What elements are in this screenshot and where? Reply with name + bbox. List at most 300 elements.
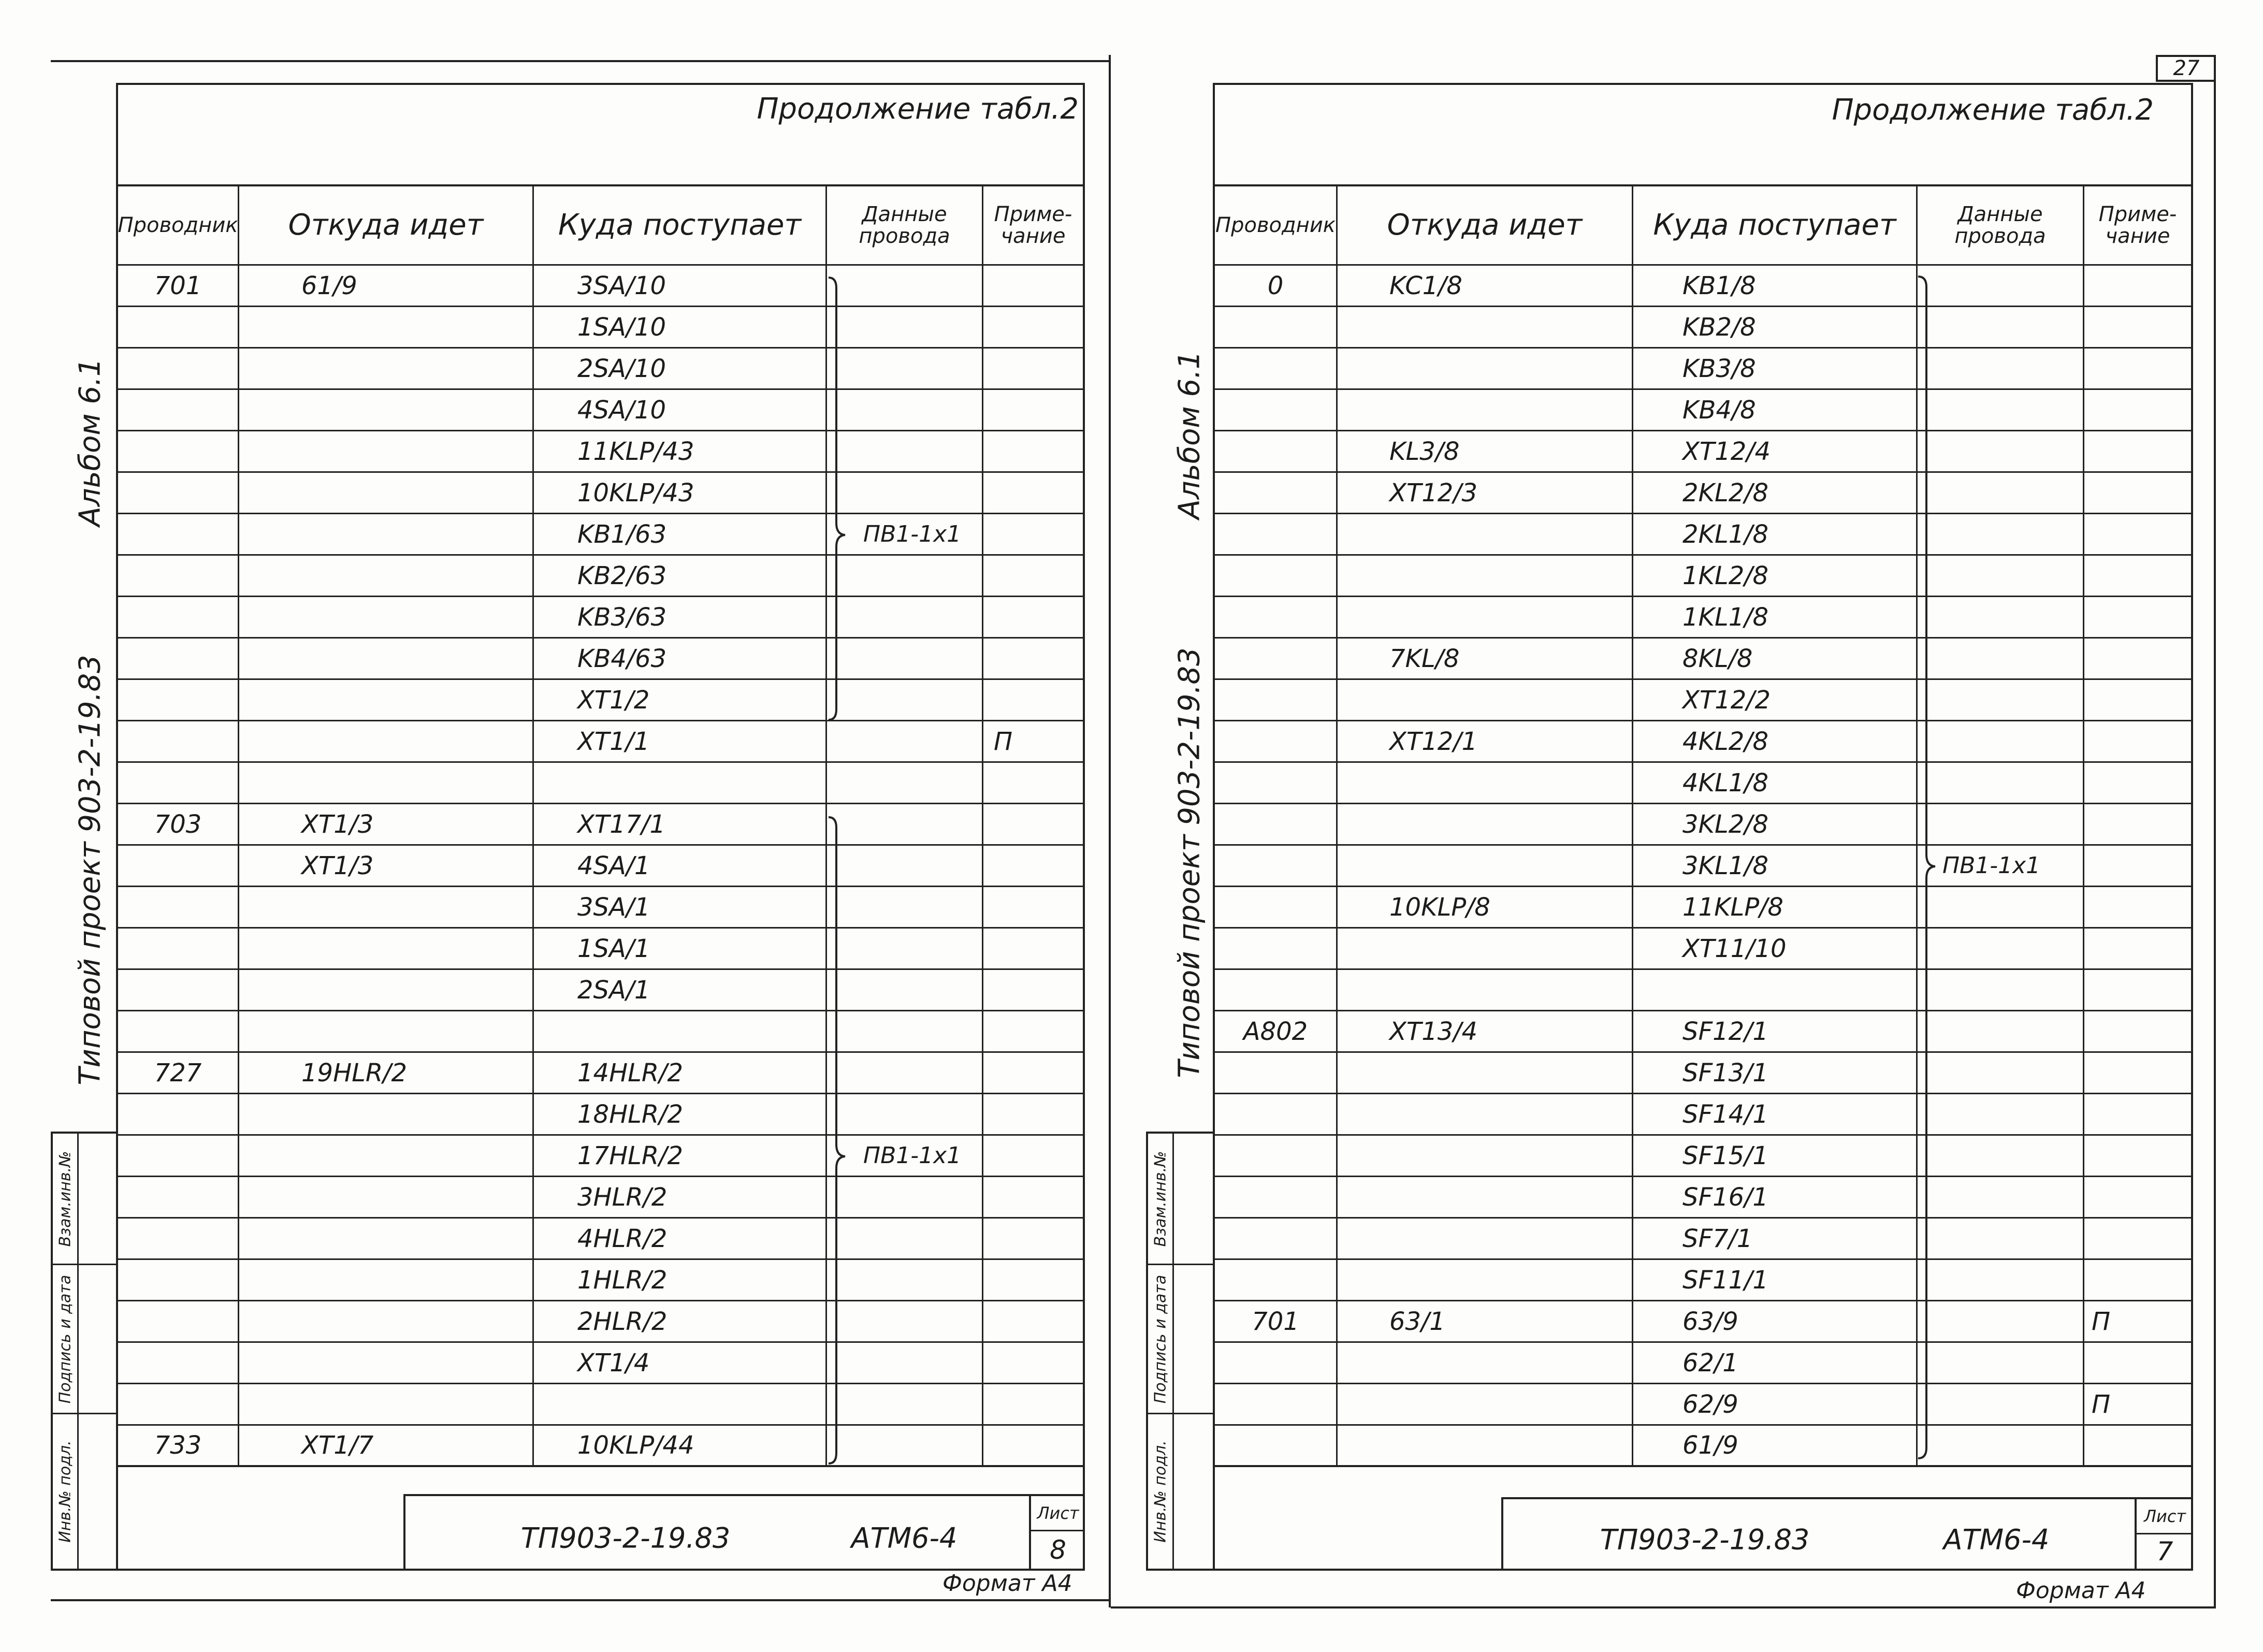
signature-date-cell bbox=[53, 1265, 116, 1414]
note-cell bbox=[983, 1301, 1083, 1341]
wiring-table-body bbox=[1215, 266, 2191, 1467]
source-cell: XT12/1 bbox=[1338, 721, 1633, 761]
conductor-cell bbox=[118, 473, 239, 513]
column-header-destination: Куда поступает bbox=[534, 186, 827, 264]
source-cell bbox=[239, 307, 534, 347]
title-block bbox=[403, 1494, 1083, 1569]
wire-data-cell bbox=[1918, 639, 2084, 678]
table-row bbox=[118, 349, 1083, 390]
conductor-cell bbox=[118, 639, 239, 678]
note-cell bbox=[983, 929, 1083, 968]
conductor-cell: 703 bbox=[118, 804, 239, 844]
wiring-table-body bbox=[118, 266, 1083, 1467]
destination-cell: SF12/1 bbox=[1633, 1011, 1918, 1051]
note-cell bbox=[983, 514, 1083, 554]
source-cell bbox=[239, 1011, 534, 1051]
sheet-number: 8 bbox=[1050, 1535, 1066, 1565]
table-row bbox=[118, 721, 1083, 763]
source-cell bbox=[1338, 1426, 1633, 1465]
destination-cell: 8KL/8 bbox=[1633, 639, 1918, 678]
note-cell bbox=[2084, 846, 2191, 886]
source-cell bbox=[239, 1094, 534, 1134]
wire-data-cell bbox=[827, 307, 983, 347]
table-row bbox=[118, 680, 1083, 721]
wire-data-cell bbox=[1918, 1136, 2084, 1176]
wire-data-cell bbox=[827, 556, 983, 596]
stamp-label-strip bbox=[53, 1265, 79, 1413]
source-cell bbox=[1338, 1260, 1633, 1300]
conductor-cell bbox=[1215, 1384, 1338, 1424]
wire-data-cell bbox=[1918, 390, 2084, 430]
wire-data-cell bbox=[1918, 763, 2084, 803]
note-cell bbox=[983, 1053, 1083, 1093]
conductor-cell bbox=[1215, 1053, 1338, 1093]
source-cell bbox=[239, 1384, 534, 1424]
note-cell bbox=[983, 804, 1083, 844]
wire-data-cell: ПВ1-1х1 bbox=[827, 1136, 983, 1176]
column-header-source: Откуда идет bbox=[1338, 186, 1633, 264]
note-cell bbox=[983, 307, 1083, 347]
note-cell bbox=[983, 639, 1083, 678]
destination-cell: 62/1 bbox=[1633, 1343, 1918, 1383]
conductor-cell bbox=[1215, 846, 1338, 886]
conductor-cell bbox=[118, 1260, 239, 1300]
source-cell bbox=[239, 763, 534, 803]
table-row bbox=[1215, 1426, 2191, 1467]
source-cell: 10KLP/8 bbox=[1338, 887, 1633, 927]
column-header-wire-data: Данные провода bbox=[827, 186, 983, 264]
conductor-cell bbox=[1215, 680, 1338, 720]
source-cell: 63/1 bbox=[1338, 1301, 1633, 1341]
conductor-cell bbox=[118, 1301, 239, 1341]
destination-cell: 2HLR/2 bbox=[534, 1301, 827, 1341]
conductor-cell bbox=[118, 680, 239, 720]
note-cell bbox=[983, 390, 1083, 430]
destination-cell: 1KL2/8 bbox=[1633, 556, 1918, 596]
replaced-inventory-cell bbox=[53, 1134, 116, 1265]
table-row bbox=[118, 1426, 1083, 1467]
note-cell bbox=[2084, 1177, 2191, 1217]
table-row bbox=[118, 514, 1083, 556]
destination-cell: 4HLR/2 bbox=[534, 1219, 827, 1258]
source-cell bbox=[239, 1219, 534, 1258]
sheet-label: Лист bbox=[2137, 1499, 2193, 1534]
table-row bbox=[118, 929, 1083, 970]
table-row bbox=[1215, 556, 2191, 597]
source-cell bbox=[239, 514, 534, 554]
table-row bbox=[1215, 763, 2191, 804]
table-row bbox=[1215, 1053, 2191, 1094]
conductor-cell bbox=[118, 1343, 239, 1383]
drawing-code: АТМ6-4 bbox=[851, 1521, 958, 1555]
source-cell bbox=[239, 349, 534, 388]
destination-cell: 61/9 bbox=[1633, 1426, 1918, 1465]
note-cell bbox=[2084, 431, 2191, 471]
source-cell bbox=[1338, 1343, 1633, 1383]
wire-data-cell bbox=[827, 1219, 983, 1258]
destination-cell: 10KLP/43 bbox=[534, 473, 827, 513]
conductor-cell bbox=[1215, 721, 1338, 761]
table-row bbox=[1215, 1177, 2191, 1219]
source-cell bbox=[239, 887, 534, 927]
destination-cell: 2KL1/8 bbox=[1633, 514, 1918, 554]
note-cell bbox=[2084, 266, 2191, 306]
conductor-cell bbox=[118, 970, 239, 1010]
sheet-box bbox=[2135, 1499, 2193, 1569]
destination-cell: 62/9 bbox=[1633, 1384, 1918, 1424]
note-cell bbox=[983, 1136, 1083, 1176]
note-cell bbox=[983, 970, 1083, 1010]
signature-date-label: Подпись и дата bbox=[1151, 1274, 1170, 1403]
stamp-label-strip bbox=[1148, 1414, 1174, 1569]
document-code: ТП903-2-19.83 bbox=[520, 1521, 731, 1555]
wire-data-cell bbox=[827, 390, 983, 430]
column-header-wire-data: Данные провода bbox=[1918, 186, 2084, 264]
wire-data-cell bbox=[827, 680, 983, 720]
destination-cell: XT12/4 bbox=[1633, 431, 1918, 471]
destination-cell: 11KLP/43 bbox=[534, 431, 827, 471]
wire-data-cell bbox=[1918, 970, 2084, 1010]
note-cell bbox=[983, 266, 1083, 306]
stamp-label-strip bbox=[53, 1134, 79, 1264]
note-cell bbox=[2084, 390, 2191, 430]
destination-cell: XT1/4 bbox=[534, 1343, 827, 1383]
replaced-inventory-cell bbox=[1148, 1134, 1213, 1265]
table-row bbox=[1215, 597, 2191, 639]
wiring-table bbox=[118, 184, 1083, 1467]
conductor-cell bbox=[118, 887, 239, 927]
wire-data-cell bbox=[1918, 307, 2084, 347]
conductor-cell bbox=[1215, 431, 1338, 471]
wire-data-cell bbox=[1918, 597, 2084, 637]
conductor-cell bbox=[1215, 1094, 1338, 1134]
conductor-cell: А802 bbox=[1215, 1011, 1338, 1051]
conductor-cell bbox=[118, 597, 239, 637]
destination-cell: 14HLR/2 bbox=[534, 1053, 827, 1093]
table-row bbox=[118, 473, 1083, 514]
album-label: Альбом 6.1 bbox=[73, 358, 107, 527]
conductor-cell bbox=[1215, 307, 1338, 347]
conductor-cell bbox=[118, 1011, 239, 1051]
destination-cell: 11KLP/8 bbox=[1633, 887, 1918, 927]
sheet-label: Лист bbox=[1031, 1496, 1085, 1531]
conductor-cell bbox=[118, 1177, 239, 1217]
conductor-cell bbox=[118, 846, 239, 886]
destination-cell: 4SA/1 bbox=[534, 846, 827, 886]
destination-cell: SF13/1 bbox=[1633, 1053, 1918, 1093]
table-row bbox=[1215, 1011, 2191, 1053]
destination-cell: 4SA/10 bbox=[534, 390, 827, 430]
top-border-line bbox=[51, 60, 1110, 62]
wire-data-cell bbox=[827, 639, 983, 678]
destination-cell: 2SA/1 bbox=[534, 970, 827, 1010]
table-row bbox=[1215, 680, 2191, 721]
project-label: Типовой проект 903-2-19.83 bbox=[73, 655, 107, 1085]
column-header-note: Приме-чание bbox=[994, 202, 1072, 248]
source-cell bbox=[239, 431, 534, 471]
replaced-inventory-label: Взам.инв.№ bbox=[1151, 1151, 1170, 1247]
column-header-conductor: Проводник bbox=[1215, 186, 1338, 264]
stamp-label-strip bbox=[1148, 1265, 1174, 1413]
table-row bbox=[118, 307, 1083, 349]
conductor-cell: 701 bbox=[118, 266, 239, 306]
source-cell bbox=[1338, 1053, 1633, 1093]
source-cell bbox=[239, 390, 534, 430]
album-sheet-number: 27 bbox=[2156, 55, 2215, 82]
note-cell bbox=[2084, 1094, 2191, 1134]
table-row bbox=[118, 1384, 1083, 1426]
destination-cell: KB3/63 bbox=[534, 597, 827, 637]
source-cell bbox=[1338, 349, 1633, 388]
destination-cell: KB3/8 bbox=[1633, 349, 1918, 388]
table-header-row bbox=[1215, 184, 2191, 266]
note-cell bbox=[2084, 597, 2191, 637]
wire-data-cell bbox=[827, 846, 983, 886]
destination-cell: KB1/63 bbox=[534, 514, 827, 554]
conductor-cell bbox=[1215, 597, 1338, 637]
source-cell bbox=[1338, 970, 1633, 1010]
destination-cell: SF15/1 bbox=[1633, 1136, 1918, 1176]
destination-cell: SF16/1 bbox=[1633, 1177, 1918, 1217]
note-cell bbox=[2084, 887, 2191, 927]
conductor-cell bbox=[118, 1136, 239, 1176]
note-cell bbox=[2084, 970, 2191, 1010]
source-cell bbox=[239, 597, 534, 637]
conductor-cell: 0 bbox=[1215, 266, 1338, 306]
wire-data-cell bbox=[1918, 887, 2084, 927]
wire-data-cell bbox=[1918, 1219, 2084, 1258]
table-row bbox=[118, 597, 1083, 639]
wire-data-cell bbox=[1918, 1426, 2084, 1465]
note-cell bbox=[983, 1343, 1083, 1383]
source-cell bbox=[239, 1343, 534, 1383]
table-row bbox=[118, 1343, 1083, 1384]
destination-cell: SF11/1 bbox=[1633, 1260, 1918, 1300]
wire-data-cell bbox=[1918, 1094, 2084, 1134]
column-header-note: Приме-чание bbox=[2098, 202, 2177, 248]
destination-cell: 1HLR/2 bbox=[534, 1260, 827, 1300]
table-row bbox=[118, 970, 1083, 1011]
wire-data-cell bbox=[827, 1343, 983, 1383]
table-row bbox=[1215, 1343, 2191, 1384]
source-cell bbox=[239, 1136, 534, 1176]
table-row bbox=[1215, 431, 2191, 473]
destination-cell bbox=[534, 763, 827, 803]
wire-data-cell bbox=[1918, 1053, 2084, 1093]
source-cell bbox=[1338, 1094, 1633, 1134]
table-row bbox=[1215, 887, 2191, 929]
destination-cell: 18HLR/2 bbox=[534, 1094, 827, 1134]
wire-data-cell bbox=[827, 597, 983, 637]
destination-cell: 2SA/10 bbox=[534, 349, 827, 388]
note-cell bbox=[2084, 763, 2191, 803]
destination-cell: 3KL2/8 bbox=[1633, 804, 1918, 844]
note-cell bbox=[983, 763, 1083, 803]
format-label: Формат А4 bbox=[2016, 1577, 2146, 1604]
original-inventory-label: Инв.№ подл. bbox=[56, 1440, 75, 1543]
conductor-cell bbox=[118, 349, 239, 388]
wire-data-cell bbox=[1918, 556, 2084, 596]
bottom-border-line-right bbox=[1111, 1606, 2216, 1608]
destination-cell bbox=[534, 1011, 827, 1051]
conductor-cell bbox=[118, 390, 239, 430]
conductor-cell bbox=[1215, 1426, 1338, 1465]
wire-data-cell bbox=[827, 266, 983, 306]
table-row bbox=[1215, 1260, 2191, 1301]
wire-data-cell bbox=[1918, 1177, 2084, 1217]
note-cell bbox=[2084, 639, 2191, 678]
note-cell bbox=[2084, 1260, 2191, 1300]
wire-data-cell bbox=[827, 1177, 983, 1217]
table-row bbox=[1215, 1136, 2191, 1177]
source-cell bbox=[239, 473, 534, 513]
wire-data-cell bbox=[1918, 266, 2084, 306]
wire-data-cell bbox=[1918, 680, 2084, 720]
conductor-cell: 733 bbox=[118, 1426, 239, 1465]
source-cell: 61/9 bbox=[239, 266, 534, 306]
table-header-row bbox=[118, 184, 1083, 266]
source-cell bbox=[1338, 804, 1633, 844]
note-cell bbox=[2084, 1426, 2191, 1465]
wire-data-cell bbox=[827, 887, 983, 927]
right-page bbox=[1213, 83, 2193, 1571]
note-cell bbox=[983, 846, 1083, 886]
destination-cell: XT1/1 bbox=[534, 721, 827, 761]
source-cell: XT1/3 bbox=[239, 804, 534, 844]
document-code: ТП903-2-19.83 bbox=[1600, 1523, 1810, 1556]
note-cell bbox=[2084, 473, 2191, 513]
outer-right-border-line bbox=[2214, 55, 2216, 1607]
note-cell bbox=[2084, 1011, 2191, 1051]
table-row bbox=[1215, 514, 2191, 556]
source-cell bbox=[1338, 1177, 1633, 1217]
source-cell bbox=[239, 680, 534, 720]
conductor-cell bbox=[1215, 1177, 1338, 1217]
wiring-table bbox=[1215, 184, 2191, 1467]
wire-data-cell bbox=[827, 431, 983, 471]
table-row bbox=[118, 1136, 1083, 1177]
album-label: Альбом 6.1 bbox=[1172, 351, 1207, 519]
note-cell bbox=[983, 1426, 1083, 1465]
approval-stamp-column bbox=[1146, 1132, 1213, 1571]
column-header-conductor: Проводник bbox=[118, 186, 239, 264]
source-cell bbox=[1338, 390, 1633, 430]
destination-cell: 17HLR/2 bbox=[534, 1136, 827, 1176]
source-cell: XT1/7 bbox=[239, 1426, 534, 1465]
wire-data-cell bbox=[827, 1053, 983, 1093]
conductor-cell bbox=[1215, 1260, 1338, 1300]
conductor-cell bbox=[118, 763, 239, 803]
table-row bbox=[1215, 266, 2191, 307]
original-inventory-label: Инв.№ подл. bbox=[1151, 1440, 1170, 1543]
table-row bbox=[118, 887, 1083, 929]
source-cell: XT12/3 bbox=[1338, 473, 1633, 513]
replaced-inventory-label: Взам.инв.№ bbox=[56, 1151, 75, 1247]
table-row bbox=[1215, 846, 2191, 887]
original-inventory-cell bbox=[53, 1414, 116, 1569]
wire-data-cell bbox=[1918, 721, 2084, 761]
destination-cell: 1SA/10 bbox=[534, 307, 827, 347]
wire-data-cell bbox=[827, 1301, 983, 1341]
source-cell: KL3/8 bbox=[1338, 431, 1633, 471]
table-row bbox=[1215, 390, 2191, 431]
source-cell bbox=[239, 1301, 534, 1341]
note-cell bbox=[2084, 721, 2191, 761]
table-row bbox=[1215, 804, 2191, 846]
wire-data-cell bbox=[1918, 1301, 2084, 1341]
note-cell bbox=[983, 1177, 1083, 1217]
note-cell bbox=[2084, 349, 2191, 388]
note-cell bbox=[983, 680, 1083, 720]
conductor-cell bbox=[1215, 929, 1338, 968]
source-cell bbox=[1338, 556, 1633, 596]
note-cell bbox=[983, 431, 1083, 471]
destination-cell: KB4/63 bbox=[534, 639, 827, 678]
note-cell bbox=[983, 1260, 1083, 1300]
source-cell bbox=[1338, 514, 1633, 554]
destination-cell: 4KL1/8 bbox=[1633, 763, 1918, 803]
table-row bbox=[1215, 1094, 2191, 1136]
source-cell bbox=[1338, 929, 1633, 968]
conductor-cell bbox=[1215, 970, 1338, 1010]
wire-data-cell bbox=[1918, 1260, 2084, 1300]
source-cell bbox=[239, 1177, 534, 1217]
note-cell: П bbox=[2092, 1307, 2111, 1336]
column-header-source: Откуда идет bbox=[239, 186, 534, 264]
conductor-cell bbox=[118, 721, 239, 761]
wire-data-cell bbox=[1918, 473, 2084, 513]
table-row bbox=[118, 763, 1083, 804]
page-divider-line bbox=[1109, 55, 1111, 1607]
wire-data-cell bbox=[827, 1011, 983, 1051]
wire-data-cell bbox=[827, 804, 983, 844]
table-row bbox=[1215, 1384, 2191, 1426]
note-cell bbox=[2084, 1136, 2191, 1176]
table-row bbox=[118, 431, 1083, 473]
table-row bbox=[1215, 349, 2191, 390]
note-cell bbox=[2084, 307, 2191, 347]
wire-data-cell: ПВ1-1х1 bbox=[827, 514, 983, 554]
table-title: Продолжение табл.2 bbox=[1832, 93, 2154, 127]
drawing-code: АТМ6-4 bbox=[1943, 1523, 2050, 1556]
format-label: Формат А4 bbox=[942, 1570, 1072, 1597]
destination-cell: 3HLR/2 bbox=[534, 1177, 827, 1217]
wire-data-cell bbox=[827, 1426, 983, 1465]
source-cell bbox=[1338, 763, 1633, 803]
note-cell bbox=[983, 1384, 1083, 1424]
source-cell bbox=[1338, 1219, 1633, 1258]
conductor-cell bbox=[1215, 556, 1338, 596]
destination-cell: XT12/2 bbox=[1633, 680, 1918, 720]
table-row bbox=[1215, 929, 2191, 970]
table-row bbox=[1215, 473, 2191, 514]
wire-data-cell bbox=[827, 763, 983, 803]
source-cell bbox=[1338, 680, 1633, 720]
sheet-box bbox=[1029, 1496, 1085, 1569]
note-cell: П bbox=[2092, 1389, 2111, 1419]
note-cell bbox=[983, 597, 1083, 637]
destination-cell: 3SA/1 bbox=[534, 887, 827, 927]
signature-date-label: Подпись и дата bbox=[56, 1274, 75, 1403]
destination-cell: 63/9 bbox=[1633, 1301, 1918, 1341]
bottom-border-line-left bbox=[51, 1599, 1109, 1601]
wire-data-cell bbox=[1918, 349, 2084, 388]
table-row bbox=[118, 556, 1083, 597]
destination-cell: 1KL1/8 bbox=[1633, 597, 1918, 637]
wire-data-cell bbox=[827, 349, 983, 388]
source-cell: KC1/8 bbox=[1338, 266, 1633, 306]
destination-cell: 2KL2/8 bbox=[1633, 473, 1918, 513]
